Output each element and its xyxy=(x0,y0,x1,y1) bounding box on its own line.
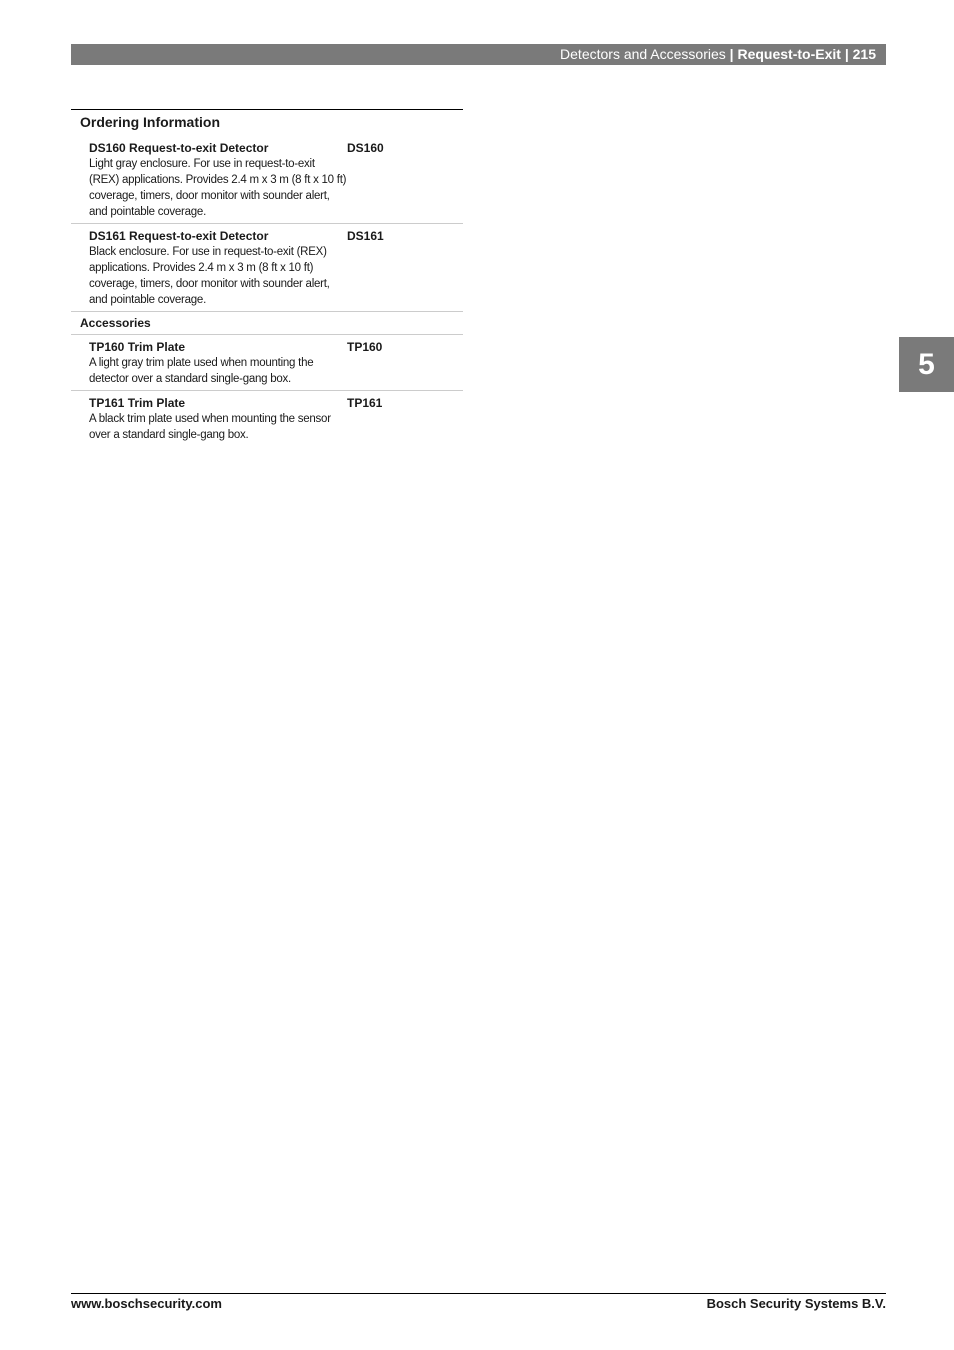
item-name: TP161 Trim Plate xyxy=(89,396,186,410)
item-description: A black trim plate used when mounting the sensor over a standard single-gang box. xyxy=(89,413,331,441)
item-code: TP160 xyxy=(347,340,383,354)
item-name: TP160 Trim Plate xyxy=(89,340,186,354)
order-item xyxy=(71,224,463,312)
item-code: DS161 xyxy=(347,229,384,243)
header-section: Detectors and Accessories xyxy=(560,46,726,62)
item-code: DS160 xyxy=(347,141,384,155)
order-item xyxy=(71,335,463,391)
chapter-tab: 5 xyxy=(899,337,954,392)
item-description: A light gray trim plate used when mounting the detector over a standard single-gang box. xyxy=(89,357,314,385)
item-description: Black enclosure. For use in request-to-exit (REX) applications. Provides 2.4 m x 3 m (8 ft x 10 ft) coverage, timers, door monitor with sounder alert, and pointable coverage. xyxy=(89,246,330,306)
footer-website: www.boschsecurity.com xyxy=(71,1296,222,1311)
item-description: Light gray enclosure. For use in request-to-exit (REX) applications. Provides 2.4 m x 3 m (8 ft x 10 ft) coverage, timers, door monitor with sounder alert, and pointable coverage. xyxy=(89,158,347,218)
item-name: DS160 Request-to-exit Detector xyxy=(89,141,269,155)
page-number: 215 xyxy=(852,46,876,62)
item-code: TP161 xyxy=(347,396,383,410)
footer-divider xyxy=(71,1293,886,1294)
ordering-title: Ordering Information xyxy=(80,114,220,130)
order-item xyxy=(71,136,463,224)
header-topic: Request-to-Exit xyxy=(737,46,841,62)
accessories-title: Accessories xyxy=(71,312,463,335)
header-separator: | xyxy=(725,46,738,62)
order-item xyxy=(71,391,463,446)
item-name: DS161 Request-to-exit Detector xyxy=(89,229,269,243)
page-header xyxy=(71,44,886,65)
header-separator: | xyxy=(840,46,853,62)
footer-company: Bosch Security Systems B.V. xyxy=(706,1296,886,1311)
ordering-information-table xyxy=(71,109,463,446)
